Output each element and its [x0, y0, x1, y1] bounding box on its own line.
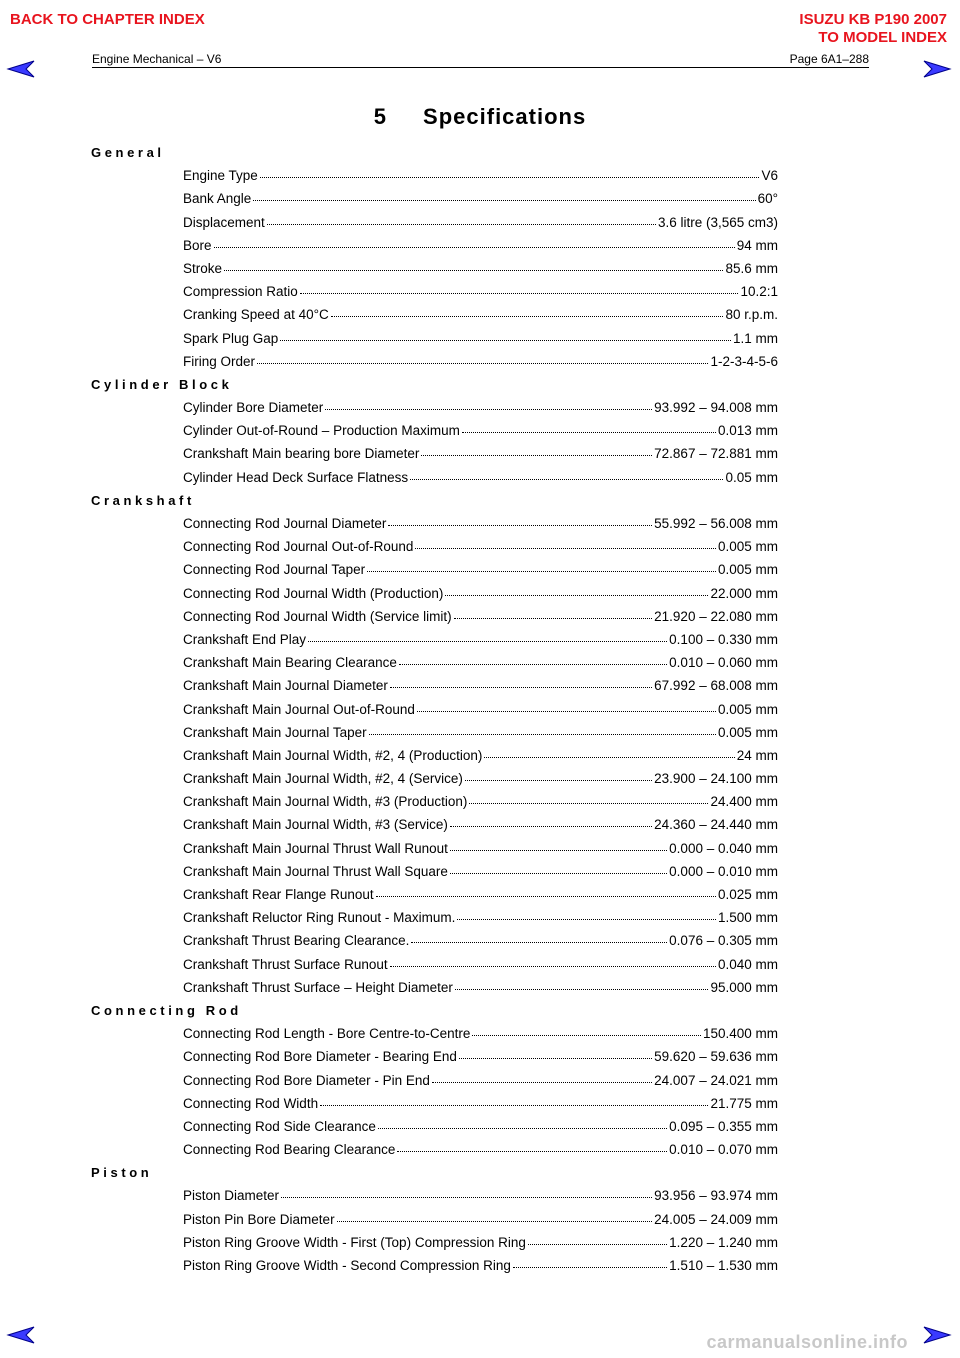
- spec-label: Connecting Rod Journal Width (Production): [183, 585, 444, 601]
- spec-row: [183, 628, 778, 651]
- dot-leader: [281, 1197, 652, 1198]
- spec-label: Crankshaft Reluctor Ring Runout - Maximum.: [183, 910, 456, 926]
- dot-leader: [300, 293, 739, 294]
- dot-leader: [415, 548, 716, 549]
- spec-value: 3.6 litre (3,565 cm3): [657, 214, 778, 230]
- spec-label: Crankshaft Main Journal Thrust Wall Square: [183, 863, 448, 879]
- dot-leader: [367, 571, 716, 572]
- spec-value: 1-2-3-4-5-6: [710, 353, 778, 369]
- dot-leader: [253, 200, 755, 201]
- spec-value: 67.992 – 68.008 mm: [654, 678, 778, 694]
- spec-row: [183, 651, 778, 674]
- dot-leader: [454, 618, 653, 619]
- spec-row: [183, 1208, 778, 1231]
- spec-row: [183, 419, 778, 442]
- spec-value: 94 mm: [736, 237, 778, 253]
- section-number: 5: [373, 104, 388, 129]
- spec-value: 0.005 mm: [717, 724, 778, 740]
- section-heading: Crankshaft: [91, 492, 195, 508]
- spec-label: Compression Ratio: [183, 284, 298, 300]
- prev-page-arrow-bottom-icon[interactable]: [6, 1324, 36, 1346]
- dot-leader: [308, 641, 667, 642]
- specifications-list: [0, 141, 960, 1277]
- spec-row: [183, 164, 778, 187]
- spec-row: [183, 303, 778, 326]
- spec-label: Connecting Rod Journal Out-of-Round: [183, 539, 414, 555]
- spec-label: Piston Pin Bore Diameter: [183, 1211, 335, 1227]
- dot-leader: [513, 1267, 667, 1268]
- spec-label: Crankshaft Main Journal Width, #2, 4 (Service): [183, 771, 463, 787]
- spec-row: [183, 257, 778, 280]
- spec-label: Crankshaft Main Bearing Clearance: [183, 655, 397, 671]
- spec-value: 93.992 – 94.008 mm: [654, 400, 778, 416]
- section-heading: Connecting Rod: [91, 1002, 242, 1018]
- spec-label: Crankshaft Main Journal Diameter: [183, 678, 388, 694]
- spec-value: 1.500 mm: [717, 910, 778, 926]
- spec-row: [183, 1069, 778, 1092]
- spec-label: Crankshaft Thrust Surface Runout: [183, 956, 388, 972]
- spec-row: [183, 698, 778, 721]
- dot-leader: [388, 525, 652, 526]
- spec-row: [183, 1254, 778, 1277]
- spec-row: [183, 674, 778, 697]
- spec-value: 0.100 – 0.330 mm: [669, 631, 778, 647]
- spec-value: 72.867 – 72.881 mm: [654, 446, 778, 462]
- spec-row: [183, 1138, 778, 1161]
- dot-leader: [432, 1082, 652, 1083]
- section-heading: General: [91, 145, 165, 160]
- dot-leader: [450, 873, 667, 874]
- spec-value: 55.992 – 56.008 mm: [654, 516, 778, 531]
- spec-label: Crankshaft Main Journal Taper: [183, 724, 367, 740]
- spec-label: Cylinder Head Deck Surface Flatness: [183, 469, 409, 485]
- spec-value: 95.000 mm: [710, 979, 778, 995]
- dot-leader: [369, 734, 716, 735]
- spec-row: [183, 396, 778, 419]
- next-page-arrow-bottom-icon[interactable]: [922, 1324, 952, 1346]
- spec-label: Cylinder Out-of-Round – Production Maximum: [183, 423, 460, 439]
- spec-label: Crankshaft Main bearing bore Diameter: [183, 446, 420, 462]
- spec-value: 24.400 mm: [710, 794, 778, 810]
- back-to-chapter-index-link[interactable]: BACK TO CHAPTER INDEX: [10, 11, 205, 28]
- spec-label: Connecting Rod Journal Taper: [183, 562, 366, 578]
- dot-leader: [450, 826, 652, 827]
- spec-value: 24 mm: [736, 747, 778, 763]
- spec-value: 24.005 – 24.009 mm: [654, 1211, 778, 1227]
- spec-label: Stroke: [183, 260, 223, 276]
- dot-leader: [455, 989, 709, 990]
- spec-row: [183, 860, 778, 883]
- spec-row: [183, 234, 778, 257]
- spec-label: Cylinder Bore Diameter: [183, 400, 324, 416]
- dot-leader: [484, 757, 734, 758]
- spec-label: Bank Angle: [183, 191, 252, 207]
- spec-value: 21.920 – 22.080 mm: [654, 608, 778, 624]
- spec-label: Connecting Rod Bore Diameter - Pin End: [183, 1072, 430, 1088]
- spec-row: [183, 280, 778, 303]
- spec-value: 0.000 – 0.040 mm: [669, 840, 778, 856]
- spec-row: [183, 1184, 778, 1207]
- spec-row: [183, 721, 778, 744]
- spec-label: Connecting Rod Bore Diameter - Bearing End: [183, 1049, 457, 1065]
- spec-label: Piston Ring Groove Width - First (Top) Compression Ring: [183, 1234, 526, 1250]
- spec-row: [183, 535, 778, 558]
- spec-row: [183, 582, 778, 605]
- page-title: [0, 104, 960, 130]
- spec-value: 0.005 mm: [717, 701, 778, 717]
- spec-row: [183, 1092, 778, 1115]
- dot-leader: [450, 850, 667, 851]
- spec-value: 0.005 mm: [717, 562, 778, 578]
- dot-leader: [214, 247, 735, 248]
- spec-row: [183, 953, 778, 976]
- header-page-number: Page 6A1–288: [789, 52, 869, 66]
- spec-value: 80 r.p.m.: [725, 307, 778, 323]
- spec-value: 1.1 mm: [732, 330, 778, 346]
- spec-value: 85.6 mm: [725, 260, 778, 276]
- spec-label: Connecting Rod Journal Width (Service limit): [183, 608, 452, 624]
- dot-leader: [390, 687, 652, 688]
- spec-value: 23.900 – 24.100 mm: [654, 771, 778, 787]
- section-heading: Cylinder Block: [91, 376, 233, 392]
- spec-value: 1.220 – 1.240 mm: [669, 1234, 778, 1250]
- dot-leader: [257, 363, 708, 364]
- spec-value: 60°: [757, 191, 778, 207]
- header-section-title: Engine Mechanical – V6: [92, 52, 222, 66]
- spec-label: Firing Order: [183, 353, 256, 369]
- spec-row: [183, 906, 778, 929]
- spec-value: 0.010 – 0.070 mm: [669, 1142, 778, 1158]
- dot-leader: [462, 432, 716, 433]
- spec-label: Piston Ring Groove Width - Second Compression Ring: [183, 1258, 511, 1273]
- prev-page-arrow-icon[interactable]: [6, 58, 36, 80]
- spec-label: Crankshaft Main Journal Thrust Wall Runout: [183, 840, 448, 856]
- spec-value: 0.000 – 0.010 mm: [669, 863, 778, 879]
- spec-row: [183, 813, 778, 836]
- dot-leader: [469, 803, 708, 804]
- dot-leader: [417, 711, 716, 712]
- spec-row: [183, 187, 778, 210]
- spec-label: Crankshaft Thrust Bearing Clearance.: [183, 933, 410, 949]
- spec-value: 0.076 – 0.305 mm: [669, 933, 778, 949]
- spec-value: 24.360 – 24.440 mm: [654, 817, 778, 833]
- spec-row: [183, 327, 778, 350]
- model-index-label: TO MODEL INDEX: [818, 29, 947, 46]
- spec-value: 0.010 – 0.060 mm: [669, 655, 778, 671]
- dot-leader: [465, 780, 652, 781]
- spec-row: [183, 466, 778, 489]
- dot-leader: [325, 409, 652, 410]
- spec-label: Crankshaft Main Journal Width, #2, 4 (Production): [183, 747, 483, 763]
- spec-value: 0.040 mm: [717, 956, 778, 972]
- spec-row: [183, 1115, 778, 1138]
- dot-leader: [421, 455, 652, 456]
- spec-row: [183, 605, 778, 628]
- spec-row: [183, 767, 778, 790]
- dot-leader: [459, 1058, 652, 1059]
- model-name-label: ISUZU KB P190 2007: [799, 11, 947, 28]
- spec-label: Connecting Rod Journal Diameter: [183, 516, 387, 531]
- spec-value: 1.510 – 1.530 mm: [669, 1258, 778, 1273]
- spec-value: 0.013 mm: [717, 423, 778, 439]
- spec-label: Displacement: [183, 214, 265, 230]
- spec-row: [183, 211, 778, 234]
- spec-label: Connecting Rod Side Clearance: [183, 1118, 376, 1134]
- spec-value: 93.956 – 93.974 mm: [654, 1188, 778, 1204]
- spec-value: 10.2:1: [740, 284, 778, 300]
- dot-leader: [378, 1128, 667, 1129]
- spec-row: [183, 1231, 778, 1254]
- spec-label: Engine Type: [183, 168, 258, 184]
- spec-label: Crankshaft Rear Flange Runout: [183, 887, 374, 902]
- next-page-arrow-icon[interactable]: [922, 58, 952, 80]
- dot-leader: [267, 224, 656, 225]
- dot-leader: [320, 1105, 708, 1106]
- dot-leader: [224, 270, 723, 271]
- section-heading: Piston: [91, 1165, 153, 1181]
- spec-label: Crankshaft Thrust Surface – Height Diameter: [183, 979, 453, 995]
- spec-label: Crankshaft Main Journal Out-of-Round: [183, 701, 415, 717]
- dot-leader: [472, 1035, 701, 1036]
- spec-row: [183, 976, 778, 999]
- spec-label: Spark Plug Gap: [183, 330, 279, 346]
- dot-leader: [337, 1221, 653, 1222]
- spec-label: Bore: [183, 237, 212, 253]
- dot-leader: [390, 966, 716, 967]
- dot-leader: [445, 595, 708, 596]
- dot-leader: [411, 942, 667, 943]
- spec-label: Crankshaft Main Journal Width, #3 (Service): [183, 817, 448, 833]
- section-title: Specifications: [423, 104, 587, 129]
- watermark-text: carmanualsonline.info: [706, 1332, 908, 1352]
- spec-label: Crankshaft Main Journal Width, #3 (Production): [183, 794, 468, 810]
- spec-row: [183, 929, 778, 952]
- dot-leader: [260, 177, 760, 178]
- spec-label: Piston Diameter: [183, 1188, 280, 1204]
- spec-label: Connecting Rod Length - Bore Centre-to-Centre: [183, 1026, 471, 1042]
- spec-value: 0.025 mm: [717, 887, 778, 902]
- spec-row: [183, 837, 778, 860]
- spec-row: [183, 1045, 778, 1068]
- spec-value: 59.620 – 59.636 mm: [654, 1049, 778, 1065]
- spec-label: Connecting Rod Bearing Clearance: [183, 1142, 396, 1158]
- spec-value: 0.005 mm: [717, 539, 778, 555]
- dot-leader: [410, 479, 723, 480]
- dot-leader: [457, 919, 716, 920]
- spec-value: 24.007 – 24.021 mm: [654, 1072, 778, 1088]
- dot-leader: [331, 316, 724, 317]
- spec-row: [183, 442, 778, 465]
- spec-row: [183, 744, 778, 767]
- dot-leader: [399, 664, 667, 665]
- spec-value: 0.095 – 0.355 mm: [669, 1118, 778, 1134]
- spec-value: 0.05 mm: [725, 469, 778, 485]
- spec-row: [183, 883, 778, 906]
- spec-row: [183, 558, 778, 581]
- dot-leader: [397, 1151, 667, 1152]
- to-model-index-link[interactable]: [799, 11, 947, 47]
- dot-leader: [376, 896, 716, 897]
- spec-value: V6: [761, 168, 778, 184]
- spec-row: [183, 350, 778, 373]
- spec-label: Crankshaft End Play: [183, 631, 307, 647]
- spec-value: 22.000 mm: [710, 585, 778, 601]
- header-divider: [92, 67, 869, 68]
- spec-value: 150.400 mm: [702, 1026, 778, 1042]
- spec-label: Cranking Speed at 40°C: [183, 307, 329, 323]
- spec-row: [183, 790, 778, 813]
- spec-row: [183, 1022, 778, 1045]
- dot-leader: [528, 1244, 667, 1245]
- dot-leader: [280, 340, 731, 341]
- spec-row: [183, 512, 778, 535]
- spec-value: 21.775 mm: [710, 1095, 778, 1111]
- spec-label: Connecting Rod Width: [183, 1095, 319, 1111]
